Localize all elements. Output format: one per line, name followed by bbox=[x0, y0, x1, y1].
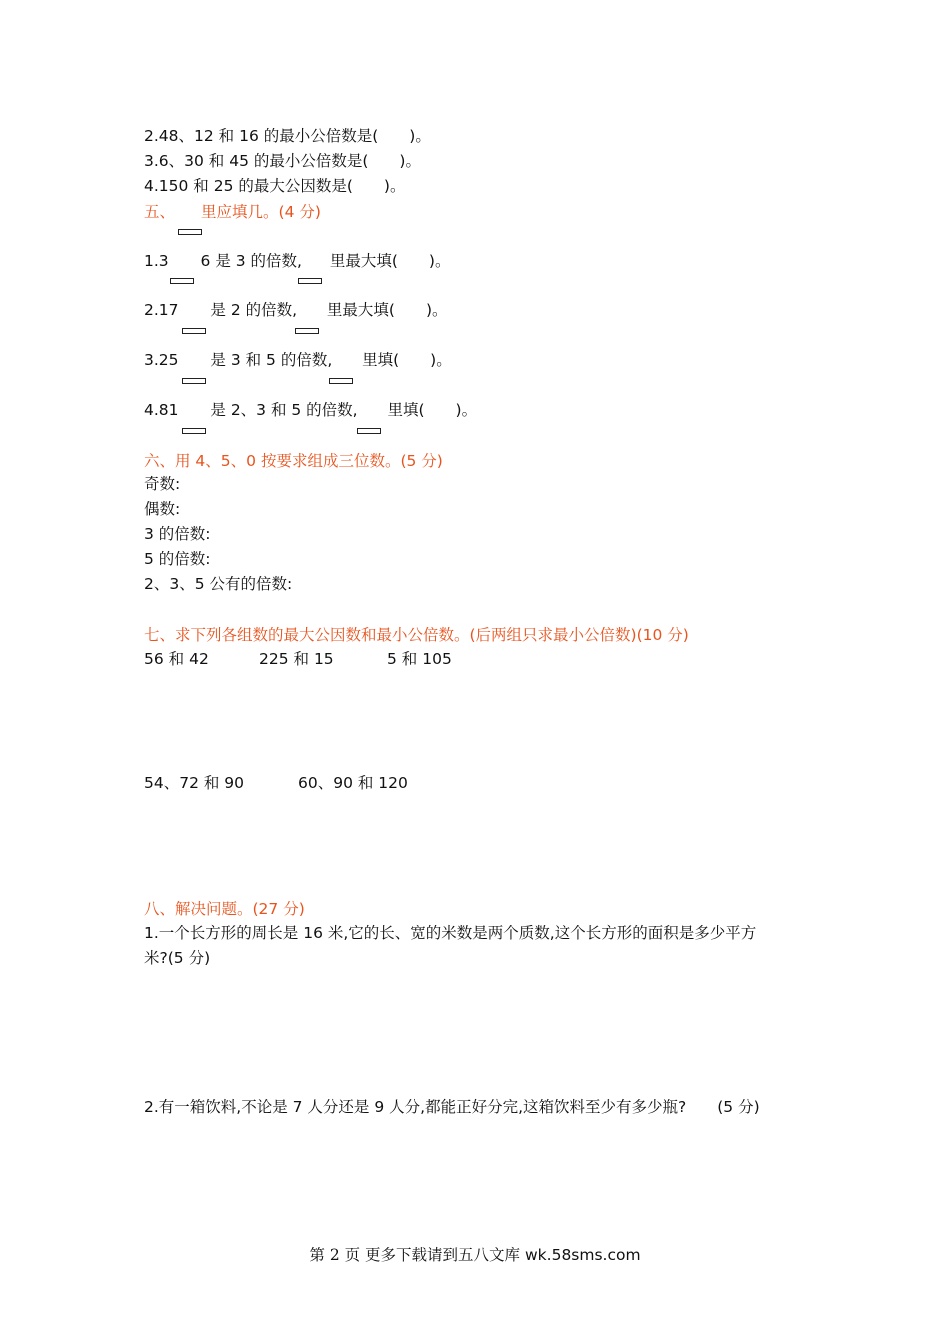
q4-item-2: 2.48、12 和 16 的最小公倍数是( )。 bbox=[144, 127, 431, 145]
blank-box bbox=[357, 428, 381, 434]
q7-group-3: 5 和 105 bbox=[387, 650, 452, 668]
blank-box bbox=[182, 378, 206, 384]
item-fill: 里最大填( )。 bbox=[326, 301, 448, 319]
q6-odd: 奇数: bbox=[144, 475, 181, 493]
q8-title: 八、解决问题。(27 分) bbox=[144, 900, 305, 918]
item-number: 4.81 bbox=[144, 401, 179, 419]
q8-problem-2: 2.有一箱饮料,不论是 7 人分还是 9 人分,都能正好分完,这箱饮料至少有多少瓶? (5 分) bbox=[144, 1098, 760, 1116]
q5-title-prefix: 五、 bbox=[144, 203, 176, 221]
blank-box bbox=[329, 378, 353, 384]
item-number: 2.17 bbox=[144, 301, 179, 319]
q4-item-4: 4.150 和 25 的最大公因数是( )。 bbox=[144, 177, 406, 195]
q5-title bbox=[144, 202, 321, 222]
blank-box bbox=[182, 428, 206, 434]
item-fill: 里填( )。 bbox=[387, 401, 478, 419]
q5-item-4 bbox=[144, 400, 477, 420]
q6-common: 2、3、5 公有的倍数: bbox=[144, 575, 293, 593]
item-fill: 里填( )。 bbox=[362, 351, 452, 369]
q7-title: 七、求下列各组数的最大公因数和最小公倍数。(后两组只求最小公倍数)(10 分) bbox=[144, 626, 689, 644]
q4-item-3: 3.6、30 和 45 的最小公倍数是( )。 bbox=[144, 152, 421, 170]
footer-page-text: 第 2 页 更多下载请到五八文库 bbox=[309, 1246, 521, 1264]
blank-box bbox=[178, 229, 202, 235]
footer-site-link[interactable]: wk.58sms.com bbox=[525, 1246, 641, 1264]
blank-box bbox=[170, 278, 194, 284]
q6-title: 六、用 4、5、0 按要求组成三位数。(5 分) bbox=[144, 452, 443, 470]
item-text: 6 是 3 的倍数, bbox=[200, 252, 302, 270]
item-text: 是 2、3 和 5 的倍数, bbox=[210, 401, 358, 419]
q7-group-5: 60、90 和 120 bbox=[298, 774, 408, 792]
q8-problem-1-line-2: 米?(5 分) bbox=[144, 949, 211, 967]
q7-group-1: 56 和 42 bbox=[144, 650, 209, 668]
blank-box bbox=[298, 278, 322, 284]
q7-group-2: 225 和 15 bbox=[259, 650, 334, 668]
blank-box bbox=[182, 328, 206, 334]
q5-item-2 bbox=[144, 300, 448, 320]
item-text: 是 2 的倍数, bbox=[210, 301, 298, 319]
item-fill: 里最大填( )。 bbox=[329, 252, 451, 270]
q7-group-4: 54、72 和 90 bbox=[144, 774, 245, 792]
q6-mult5: 5 的倍数: bbox=[144, 550, 211, 568]
page-footer bbox=[0, 1243, 950, 1265]
item-number: 3.25 bbox=[144, 351, 179, 369]
blank-box bbox=[295, 328, 319, 334]
q5-title-rest: 里应填几。(4 分) bbox=[201, 203, 321, 221]
q6-mult3: 3 的倍数: bbox=[144, 525, 211, 543]
q8-problem-1-line-1: 1.一个长方形的周长是 16 米,它的长、宽的米数是两个质数,这个长方形的面积是多少平方 bbox=[144, 924, 757, 942]
q5-item-1 bbox=[144, 251, 450, 271]
q5-item-3 bbox=[144, 350, 452, 370]
item-text: 是 3 和 5 的倍数, bbox=[210, 351, 333, 369]
q6-even: 偶数: bbox=[144, 500, 181, 518]
item-number: 1.3 bbox=[144, 252, 169, 270]
